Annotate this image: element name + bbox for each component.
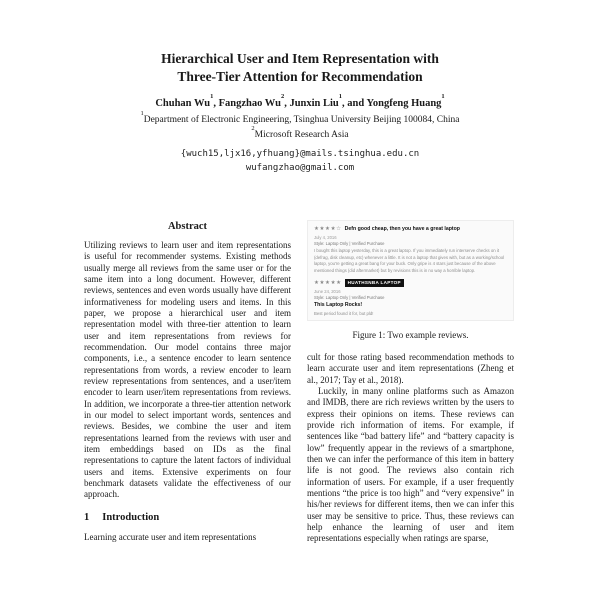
example-review-2 — [314, 279, 507, 317]
author-affil-mark: 2 — [280, 93, 285, 101]
review-header — [314, 279, 507, 287]
author-affil-mark: 1 — [210, 93, 214, 101]
figure-reviews-screenshot — [307, 220, 514, 321]
review-title: Defn good cheap, then you have a great laptop — [344, 225, 460, 232]
affiliations — [84, 109, 516, 143]
email-line: wufangzhao@gmail.com — [245, 162, 355, 173]
star-rating-icon: ★★★★★ — [314, 279, 342, 286]
email-line: {wuch15,ljx16,yfhuang}@mails.tsinghua.edu.cn — [180, 148, 420, 159]
figure-caption: Figure 1: Two example reviews. — [352, 329, 469, 340]
introduction-first-line: Learning accurate user and item representations — [84, 531, 257, 542]
author: Yongfeng Huang$^1$ — [366, 93, 445, 109]
review-body: I bought this laptop yesterday, this is a great laptop. If you immediately run interserve checks on it (defrag, disk cleanup, etc) whenever a little. It is not a laptop that gives with, but as a working/school laptop, you're getting a great bang for your buck. Only gripe is 4 stars just because of the above mentioned things (did aftermarket) but by revisions this is in no way a horrible laptop. — [314, 248, 505, 273]
author: Fangzhao Wu$^2$, — [218, 93, 290, 109]
review-meta: Style: Laptop Only | Verified Purchase — [314, 240, 385, 246]
example-review-1 — [314, 226, 507, 274]
paper-title — [84, 50, 516, 86]
review-meta: Style: Laptop Only | Verified Purchase — [314, 295, 385, 301]
right-column — [307, 220, 514, 545]
authors-line — [84, 93, 516, 109]
review-body: Best period found it for, but pld! — [314, 310, 374, 316]
body-paragraph: Luckily, in many online platforms such as Amazon and IMDB, there are rich reviews written by the users to express their opinions on items. These reviews can provide rich information of items. For example, if sentences like “bad battery life” and “battery capacity is low” frequently appear in the reviews of a smartphone, then we can infer the performance of this item in battery life is not good. The reviews also contain rich information of users. For example, if a user frequently mentions “the price is too high” and “very expensive” in his/her reviews for different items, then we can infer this user may be sensitive to price. Thus, these reviews can help enhance the learning of user and item representations especially when ratings are sparse, — [307, 386, 514, 544]
two-column-body — [84, 220, 516, 545]
star-rating-icon: ★★★★☆ — [314, 225, 342, 232]
abstract-text: Utilizing reviews to learn user and item representations is useful for recommender systems. Existing methods usually merge all reviews from the same user or for the same item into a long document. However, different reviews, sentences and even words usually have different informativeness for modeling users and items. In this paper, we propose a hierarchical user and item representation model with three-tier attention to learn user and item representations from reviews for recommendation. Our model contains three major components, i.e., a sentence encoder to learn sentence representations from words, a review encoder to learn review representations from sentences, and a user/item encoder to learn user/item representations from reviews. In addition, we incorporate a three-tier attention network in our model to select important words, sentences and reviews. Besides, we combine the user and item representations learned from the reviews with user and item embeddings based on IDs as the final representations to capture the latent factors of individual users and items. Extensive experiments on four benchmark datasets validate the effectiveness of our approach. — [84, 239, 291, 500]
review-date: June 24, 2016 — [314, 288, 341, 294]
author-affil-mark: 1 — [441, 93, 445, 101]
review-title: This Laptop Rocks! — [314, 302, 363, 309]
product-tag-badge: HUATHSNBA LAPTOP — [345, 279, 404, 287]
affiliation-line: $^2$Microsoft Research Asia — [251, 125, 349, 141]
paper-title-line1: Hierarchical User and Item Representation with — [161, 51, 439, 66]
paper-title-line2: Three-Tier Attention for Recommendation — [177, 69, 423, 85]
body-paragraph: cult for those rating based recommendation methods to learn accurate user and item representations (Zheng et al., 2017; Tay et al., 2018). — [307, 352, 514, 385]
section-number: 1 — [84, 512, 90, 524]
author-emails — [84, 148, 516, 176]
section-title: Introduction — [102, 512, 160, 524]
left-column — [84, 220, 291, 545]
author-affil-mark: 1 — [338, 93, 343, 101]
section-heading-introduction — [84, 511, 291, 524]
author: Chuhan Wu$^1$, — [155, 93, 219, 109]
abstract-heading: Abstract — [167, 220, 208, 232]
review-date: July 4, 2016 — [314, 234, 337, 240]
affiliation-line: $^1$Department of Electronic Engineering, Tsinghua University Beijing 100084, China — [140, 109, 460, 126]
author: Junxin Liu$^1$, and — [289, 93, 367, 109]
review-header — [314, 226, 507, 233]
